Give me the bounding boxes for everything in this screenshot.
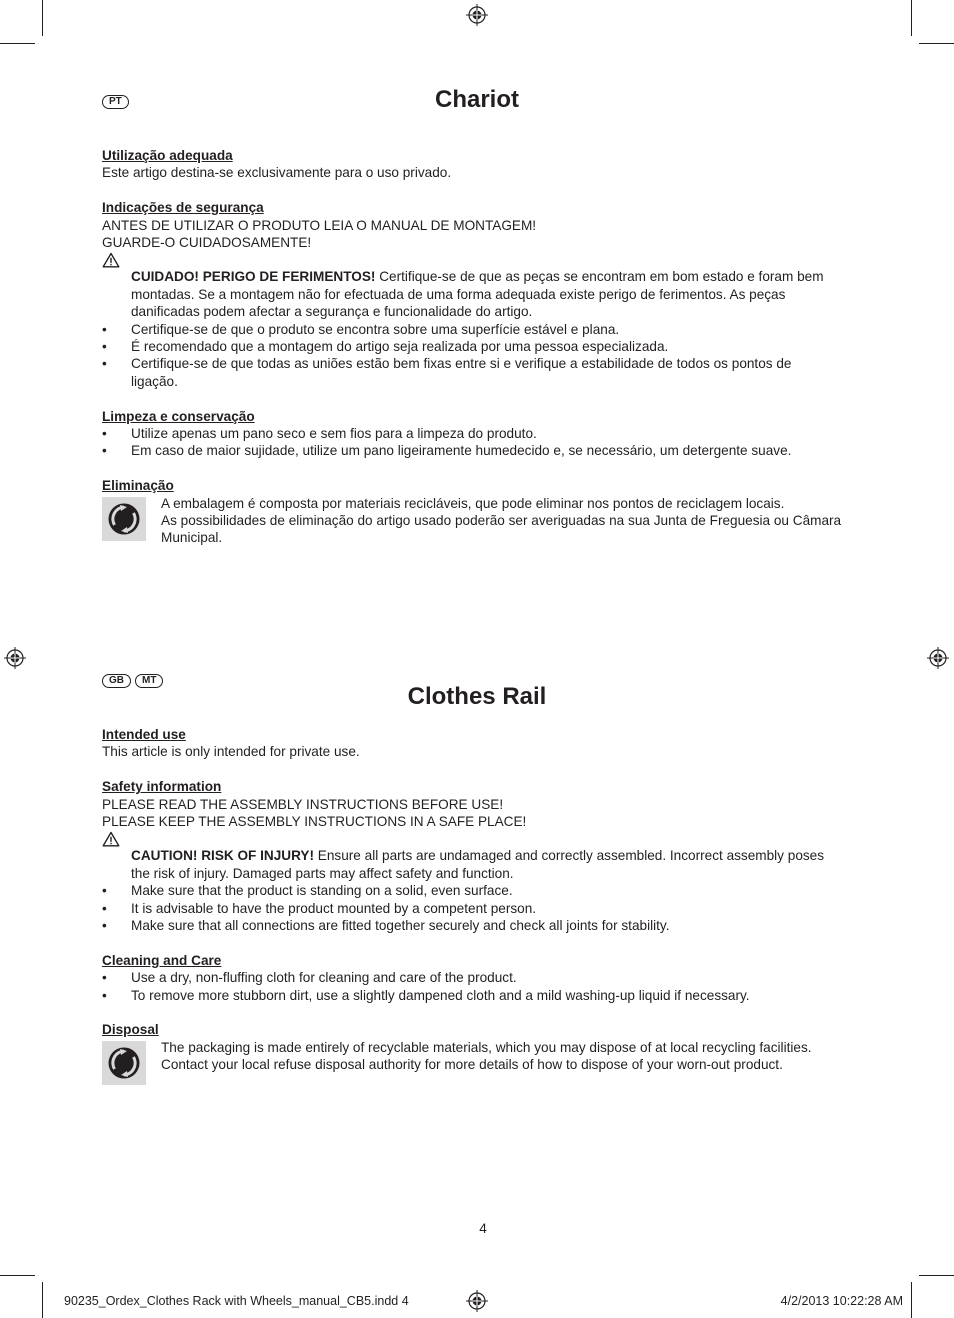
crop-mark xyxy=(42,0,43,36)
language-badge: MT xyxy=(135,674,163,688)
heading-safety: Safety information xyxy=(102,779,222,795)
disposal-block xyxy=(102,1039,842,1074)
heading-disposal: Disposal xyxy=(102,1022,159,1038)
bullet-item: • Use a dry, non-fluffing cloth for cleaning and care of the product. xyxy=(102,969,842,986)
crop-mark xyxy=(911,1282,912,1318)
registration-mark-icon xyxy=(927,647,949,669)
bullet-item: • Make sure that all connections are fitted together securely and check all joints for stability. xyxy=(102,917,842,934)
heading-cleaning: Limpeza e conservação xyxy=(102,408,255,424)
bullet-item: • Certifique-se de que todas as uniões estão bem fixas entre si e verifique a estabilidade de todos os pontos de ligação. xyxy=(102,355,842,390)
green-dot-recycling-icon xyxy=(102,1041,146,1085)
caution-paragraph xyxy=(102,268,842,320)
green-dot-recycling-icon xyxy=(102,497,146,541)
registration-mark-icon xyxy=(4,647,26,669)
footer-timestamp: 4/2/2013 10:22:28 AM xyxy=(780,1294,903,1308)
language-badge: GB xyxy=(102,674,131,688)
text-line: Contact your local refuse disposal authority for more details of how to dispose of your worn-out product. xyxy=(161,1057,783,1073)
crop-mark xyxy=(911,0,912,36)
heading-intended-use: Intended use xyxy=(102,727,186,742)
crop-mark xyxy=(919,1275,954,1276)
crop-mark xyxy=(919,43,954,44)
page-title-gb: Clothes Rail xyxy=(407,683,547,710)
text-line: ANTES DE UTILIZAR O PRODUTO LEIA O MANUAL DE MONTAGEM! xyxy=(102,217,537,233)
bullet-item: • It is advisable to have the product mounted by a competent person. xyxy=(102,900,842,917)
bullet-item: • É recomendado que a montagem do artigo seja realizada por uma pessoa especializada. xyxy=(102,338,842,355)
bullet-item: • Certifique-se de que o produto se encontra sobre uma superfície estável e plana. xyxy=(102,321,842,338)
caution-label: CAUTION! RISK OF INJURY! xyxy=(131,848,315,864)
page-title-pt: Chariot xyxy=(435,86,519,113)
crop-mark xyxy=(0,43,35,44)
text-line: The packaging is made entirely of recyclable materials, which you may dispose of at local recycling facilities. xyxy=(161,1039,812,1055)
text-line: As possibilidades de eliminação do artigo usado poderão ser averiguadas na sua Junta de Freguesia ou Câmara Municipal. xyxy=(161,513,842,546)
disposal-block xyxy=(102,495,842,547)
page-number: 4 xyxy=(479,1221,487,1236)
language-badge: PT xyxy=(102,95,129,109)
warning-triangle-icon xyxy=(102,252,120,268)
text-line: This article is only intended for private use. xyxy=(102,744,360,760)
bullet-item: • Utilize apenas um pano seco e sem fios para a limpeza do produto. xyxy=(102,425,842,442)
section-pt xyxy=(102,147,842,547)
heading-cleaning: Cleaning and Care xyxy=(102,952,222,968)
caution-label: CUIDADO! PERIGO DE FERIMENTOS! xyxy=(131,269,376,285)
heading-safety: Indicações de segurança xyxy=(102,200,264,216)
bullet-item: • To remove more stubborn dirt, use a slightly dampened cloth and a mild washing-up liquid if necessary. xyxy=(102,987,842,1004)
section-gb xyxy=(102,726,842,1074)
registration-mark-icon xyxy=(466,4,488,26)
crop-mark xyxy=(0,1275,35,1276)
text-line: GUARDE-O CUIDADOSAMENTE! xyxy=(102,235,312,251)
registration-mark-icon xyxy=(466,1290,488,1312)
footer-filename: 90235_Ordex_Clothes Rack with Wheels_manual_CB5.indd 4 xyxy=(64,1294,409,1308)
text-line: PLEASE KEEP THE ASSEMBLY INSTRUCTIONS IN A SAFE PLACE! xyxy=(102,814,527,830)
text-line: A embalagem é composta por materiais recicláveis, que pode eliminar nos pontos de reciclagem locais. xyxy=(161,495,785,511)
bullet-item: • Em caso de maior sujidade, utilize um pano ligeiramente humedecido e, se necessário, um detergente suave. xyxy=(102,442,842,459)
bullet-item: • Make sure that the product is standing on a solid, even surface. xyxy=(102,882,842,899)
heading-disposal: Eliminação xyxy=(102,478,174,494)
text-line: PLEASE READ THE ASSEMBLY INSTRUCTIONS BEFORE USE! xyxy=(102,796,504,812)
caution-text: Certifique-se de que as peças se encontram em bom estado e foram bem montadas. Se a montagem não for efectuada de uma forma adequada existe perigo de ferimentos. As peças danificadas podem afectar a segurança e funcionalidade do artigo. xyxy=(131,269,824,320)
caution-paragraph xyxy=(102,847,842,882)
warning-triangle-icon xyxy=(102,831,120,847)
text-line: Este artigo destina-se exclusivamente para o uso privado. xyxy=(102,165,452,181)
crop-mark xyxy=(42,1282,43,1318)
caution-text: Ensure all parts are undamaged and correctly assembled. Incorrect assembly poses the risk of injury. Damaged parts may affect safety and function. xyxy=(131,848,825,881)
heading-intended-use: Utilização adequada xyxy=(102,148,233,163)
